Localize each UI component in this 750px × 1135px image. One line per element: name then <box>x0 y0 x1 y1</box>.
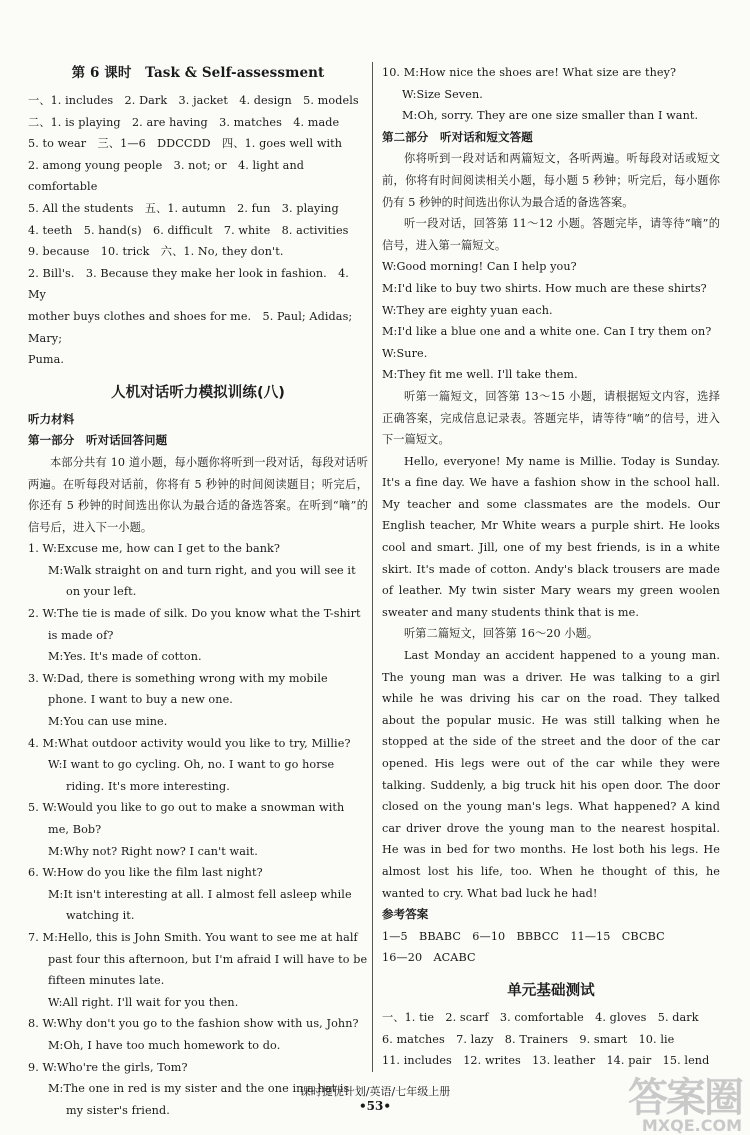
answer-line: 5. All the students 五、1. autumn 2. fun 3. playing <box>28 201 339 215</box>
question-number: 5. <box>28 801 43 815</box>
question-number: 6. <box>28 866 43 880</box>
speaker: W: <box>48 758 63 772</box>
speaker: M: <box>48 563 64 577</box>
speaker: M: <box>382 325 398 339</box>
utterance: Dad, there is something wrong with my mobile phone. I want to buy a new one. <box>48 671 328 707</box>
dialogue-line <box>382 84 720 106</box>
speaker: M: <box>48 844 64 858</box>
passage2-intro: 听第二篇短文，回答第 16～20 小题。 <box>404 627 599 641</box>
speaker: M: <box>382 281 398 295</box>
dialogue-line <box>382 62 720 84</box>
utterance: Walk straight on and turn right, and you will see it on your left. <box>63 563 356 599</box>
dialogue-line <box>28 1035 368 1057</box>
lesson-title: 第 6 课时 Task & Self-assessment <box>71 65 325 81</box>
answer-line: mother buys clothes and shoes for me. 5. Paul; Adidas; Mary; <box>28 309 353 345</box>
answer-line: 一、1. includes 2. Dark 3. jacket 4. design 5. models <box>28 94 359 107</box>
utterance: The one in red is my sister and the one in a hat is my sister's friend. <box>63 1082 350 1117</box>
dialogue-line <box>28 862 368 884</box>
utterance: Why don't you go to the fashion show with us, John? <box>57 1017 359 1031</box>
dialogue-line <box>28 538 368 560</box>
passage1-text: Hello, everyone! My name is Millie. Today is Sunday. It's a fine day. We have a fashion show in the school hall. My teacher and some classmates are the models. Our English teacher, Mr White wears a purple shirt. He looks cool and smart. Jill, one of my best friends, is in a white skirt. It's made of cotton. Andy's black trousers are made of leather. My twin sister Mary wears my green woolen sweater and many students think that is me. <box>382 454 720 619</box>
speaker: W: <box>48 995 63 1009</box>
utterance: Who're the girls, Tom? <box>57 1060 188 1074</box>
answer-line: 4. teeth 5. hand(s) 6. difficult 7. white 8. activities <box>28 223 349 237</box>
utterance: Size Seven. <box>416 87 483 101</box>
material-heading: 听力材料 <box>28 411 75 426</box>
speaker: W: <box>42 607 58 621</box>
answer-line: 6. matches 7. lazy 8. Trainers 9. smart 10. lie <box>382 1032 675 1046</box>
left-column <box>28 62 368 1121</box>
speaker: M: <box>48 1038 64 1052</box>
key-line-1: 1—5 BBABC 6—10 BBBCC 11—15 CBCBC <box>382 929 665 943</box>
utterance: It isn't interesting at all. I almost fell asleep while watching it. <box>63 887 352 923</box>
utterance: Hello, this is John Smith. You want to see me at half past four this afternoon, but I'm afraid I will have to be fifteen minutes late. <box>48 930 368 988</box>
utterance: Yes. It's made of cotton. <box>63 650 202 664</box>
part2-instructions: 你将听到一段对话和两篇短文，各听两遍。听每段对话或短文前，你将有时间阅读相关小题，每小题 5 秒钟；听完后，每小题你仍有 5 秒钟的时间选出你认为最合适的备选答案。 <box>382 152 720 209</box>
speaker: W: <box>42 1017 58 1031</box>
answer-line: 11. includes 12. writes 13. leather 14. pair 15. lend <box>382 1054 710 1068</box>
dialogue-line <box>28 1013 368 1035</box>
speaker: W: <box>402 87 417 101</box>
speaker: M: <box>42 736 58 750</box>
question-number: 10. <box>382 66 404 79</box>
utterance: How nice the shoes are! What size are they? <box>419 66 677 79</box>
dialogue-line <box>28 797 368 840</box>
speaker: W: <box>42 866 58 880</box>
dialogue-line <box>28 668 368 711</box>
speaker: M: <box>42 930 58 944</box>
question-number: 4. <box>28 736 43 750</box>
dialogue-line <box>382 256 720 278</box>
watermark-text: 答案圈 <box>628 1075 742 1121</box>
dialogue-10 <box>382 62 720 127</box>
utterance: Oh, I have too much homework to do. <box>63 1038 281 1052</box>
answer-line: 二、1. is playing 2. are having 3. matches 4. made <box>28 115 340 129</box>
speaker: W: <box>382 260 397 274</box>
key-line-2: 16—20 ACABC <box>382 951 476 965</box>
right-column <box>382 62 720 1072</box>
speaker: M: <box>382 368 398 382</box>
dialogue-line <box>28 603 368 646</box>
dialogue-line <box>382 300 720 322</box>
dialogue-line <box>28 646 368 668</box>
utterance: How do you like the film last night? <box>57 866 263 880</box>
answer-line: Puma. <box>28 353 65 367</box>
speaker: W: <box>42 801 58 815</box>
dialogue-line <box>382 278 720 300</box>
answer-line: 5. to wear 三、1—6 DDCCDD 四、1. goes well with <box>28 137 343 151</box>
question-number: 1. <box>28 542 43 556</box>
page-number: •53• <box>358 1099 392 1113</box>
utterance: All right. I'll wait for you then. <box>62 995 239 1009</box>
speaker: M: <box>48 887 64 901</box>
utterance: Excuse me, how can I get to the bank? <box>57 542 280 556</box>
dialogue-line <box>28 927 368 992</box>
shop-dialogue <box>382 256 720 386</box>
utterance: They are eighty yuan each. <box>396 303 553 317</box>
speaker: W: <box>42 671 58 685</box>
answer-line: 一、1. tie 2. scarf 3. comfortable 4. gloves 5. dark <box>382 1010 699 1024</box>
question-number: 8. <box>28 1017 43 1031</box>
utterance: Would you like to go out to make a snowman with me, Bob? <box>48 801 345 836</box>
speaker: W: <box>42 542 58 556</box>
lesson-answers <box>28 90 368 371</box>
dialogue-list <box>28 538 368 1121</box>
utterance: What outdoor activity would you like to try, Millie? <box>57 736 351 750</box>
speaker: M: <box>48 650 64 664</box>
utterance: They fit me well. I'll take them. <box>397 368 578 382</box>
dialogue-line <box>28 733 368 755</box>
dialogue-line <box>382 105 720 127</box>
dialogue-line <box>382 343 720 365</box>
utterance: I want to go cycling. Oh, no. I want to go horse riding. It's more interesting. <box>62 758 335 793</box>
book-title: 课时提优计划/英语/七年级上册 <box>299 1085 451 1098</box>
dialogue-line <box>28 711 368 733</box>
section-title: 人机对话听力模拟训练(八) <box>110 384 286 401</box>
utterance: Why not? Right now? I can't wait. <box>63 844 258 858</box>
speaker: M: <box>403 66 420 79</box>
speaker: W: <box>42 1060 58 1074</box>
dialogue-line <box>28 560 368 603</box>
dialogue-line <box>28 841 368 863</box>
speaker: W: <box>382 303 397 317</box>
question-number: 2. <box>28 607 43 621</box>
part2-heading: 第二部分 听对话和短文答题 <box>382 129 533 144</box>
utterance: You can use mine. <box>63 715 168 729</box>
column-divider <box>372 62 373 1072</box>
watermark-logo <box>628 1075 742 1135</box>
speaker: M: <box>402 109 418 123</box>
utterance: Sure. <box>396 346 428 360</box>
question-number: 7. <box>28 930 43 944</box>
utterance: Good morning! Can I help you? <box>396 260 577 274</box>
speaker: M: <box>48 1082 64 1096</box>
dialogue-line <box>28 992 368 1014</box>
unit-title: 单元基础测试 <box>507 982 595 999</box>
dialogue-intro: 听一段对话，回答第 11～12 小题。答题完毕，请等待“嘀”的信号，进入第一篇短文。 <box>382 217 720 252</box>
utterance: I'd like to buy two shirts. How much are these shirts? <box>397 281 707 295</box>
unit-answers <box>382 1007 720 1072</box>
dialogue-line <box>28 884 368 927</box>
dialogue-line <box>28 1057 368 1079</box>
utterance: Oh, sorry. They are one size smaller than I want. <box>417 109 699 123</box>
dialogue-line <box>28 754 368 797</box>
dialogue-line <box>382 321 720 343</box>
question-number: 9. <box>28 1060 43 1074</box>
speaker: W: <box>382 346 397 360</box>
part1-heading: 第一部分 听对话回答问题 <box>28 433 168 448</box>
part1-instructions: 本部分共有 10 道小题，每小题你将听到一段对话，每段对话听两遍。在听每段对话前，你将有 5 秒钟的时间阅读题目；听完后，你还有 5 秒钟的时间选出你认为最合适的备选答案。在听到“嘀”的信号后，进入下一小题。 <box>28 455 368 534</box>
answer-line: 2. Bill's. 3. Because they make her look in fashion. 4. My <box>28 266 349 302</box>
answer-line: 2. among young people 3. not; or 4. light and comfortable <box>28 158 305 194</box>
passage1-intro: 听第一篇短文，回答第 13～15 小题，请根据短文内容，选择正确答案，完成信息记录表。答题完毕，请等待“嘀”的信号，进入下一篇短文。 <box>382 389 720 447</box>
dialogue-line <box>382 364 720 386</box>
utterance: The tie is made of silk. Do you know what the T-shirt is made of? <box>48 607 361 642</box>
key-heading: 参考答案 <box>382 907 429 922</box>
speaker: M: <box>48 715 64 729</box>
watermark-url: MXQE.COM <box>641 1116 742 1135</box>
question-number: 3. <box>28 671 43 685</box>
utterance: I'd like a blue one and a white one. Can I try them on? <box>397 325 712 339</box>
passage2-text: Last Monday an accident happened to a young man. The young man was a driver. He was talking to a girl while he was driving his car on the road. They talked about the popular music. He was still talking when he stopped at the side of the street and the door of the car opened. His legs were out of the car while they were talking. Suddenly, a big truck hit his open door. The door closed on the young man's legs. What happened? A kind car driver drove the young man to the nearest hospital. He was in bed for two months. He lost both his legs. He almost lost his life, too. When he thought of this, he wanted to cry. What bad luck he had! <box>382 649 720 900</box>
answer-line: 9. because 10. trick 六、1. No, they don't. <box>28 245 284 259</box>
